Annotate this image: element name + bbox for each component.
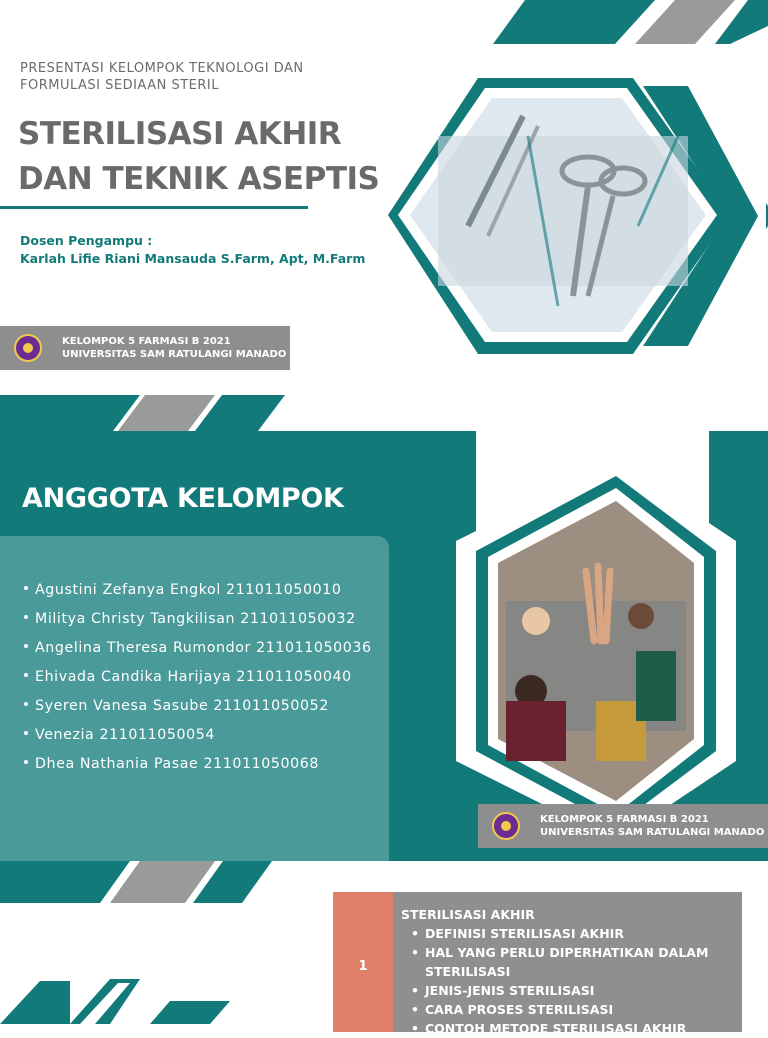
title-divider <box>0 206 308 209</box>
member-item: Angelina Theresa Rumondor 211011050036 <box>24 634 372 663</box>
members-top-stripes-decoration <box>0 395 768 431</box>
badge-group-name: KELOMPOK 5 FARMASI B 2021 <box>540 814 709 825</box>
contents-item: • DEFINISI STERILISASI AKHIR <box>401 924 742 943</box>
member-item: Dhea Nathania Pasae 211011050068 <box>24 750 372 779</box>
contents-item: • CONTOH METODE STERILISASI AKHIR <box>401 1019 742 1038</box>
contents-number: 1 <box>333 892 393 1032</box>
university-logo-icon <box>492 812 520 840</box>
member-item: Syeren Vanesa Sasube 211011050052 <box>24 692 372 721</box>
surgical-instruments-photo <box>438 116 688 306</box>
member-item: Venezia 211011050054 <box>24 721 372 750</box>
university-logo-icon <box>14 334 42 362</box>
dosen-label: Dosen Pengampu : <box>20 233 153 248</box>
contents-item: • CARA PROSES STERILISASI <box>401 1000 742 1019</box>
members-title: ANGGOTA KELOMPOK <box>22 483 344 514</box>
member-item: Agustini Zefanya Engkol 211011050010 <box>24 576 372 605</box>
members-panel <box>0 536 389 876</box>
contents-stripes-decoration <box>0 861 330 1024</box>
member-item: Militya Christy Tangkilisan 211011050032 <box>24 605 372 634</box>
badge-university: UNIVERSITAS SAM RATULANGI MANADO <box>540 827 765 838</box>
badge-group-name: KELOMPOK 5 FARMASI B 2021 <box>62 336 231 347</box>
contents-item: • JENIS-JENIS STERILISASI <box>401 981 742 1000</box>
contents-item: • HAL YANG PERLU DIPERHATIKAN DALAM STERILISASI <box>401 943 742 981</box>
member-item: Ehivada Candika Harijaya 211011050040 <box>24 663 372 692</box>
group-badge <box>0 326 290 370</box>
slide-contents <box>0 861 768 1036</box>
members-hexagon-frame <box>476 431 768 861</box>
badge-university: UNIVERSITAS SAM RATULANGI MANADO <box>62 349 287 360</box>
contents-panel <box>393 892 742 1036</box>
top-stripes-decoration <box>480 0 768 44</box>
presentation-subtitle: PRESENTASI KELOMPOK TEKNOLOGI DAN FORMULASI SEDIAAN STERIL <box>20 61 304 93</box>
contents-heading: STERILISASI AKHIR <box>401 907 535 922</box>
title-line-2: DAN TEKNIK ASEPTIS <box>18 161 380 197</box>
title-line-1: STERILISASI AKHIR <box>18 116 342 152</box>
dosen-name: Karlah Lifie Riani Mansauda S.Farm, Apt, M.Farm <box>20 251 366 266</box>
slide-title <box>0 0 768 395</box>
slide-members <box>0 395 768 861</box>
members-group-badge <box>478 804 768 848</box>
presentation-title <box>18 112 398 202</box>
members-list <box>24 576 372 779</box>
hexagon-photo-frame <box>388 76 768 356</box>
